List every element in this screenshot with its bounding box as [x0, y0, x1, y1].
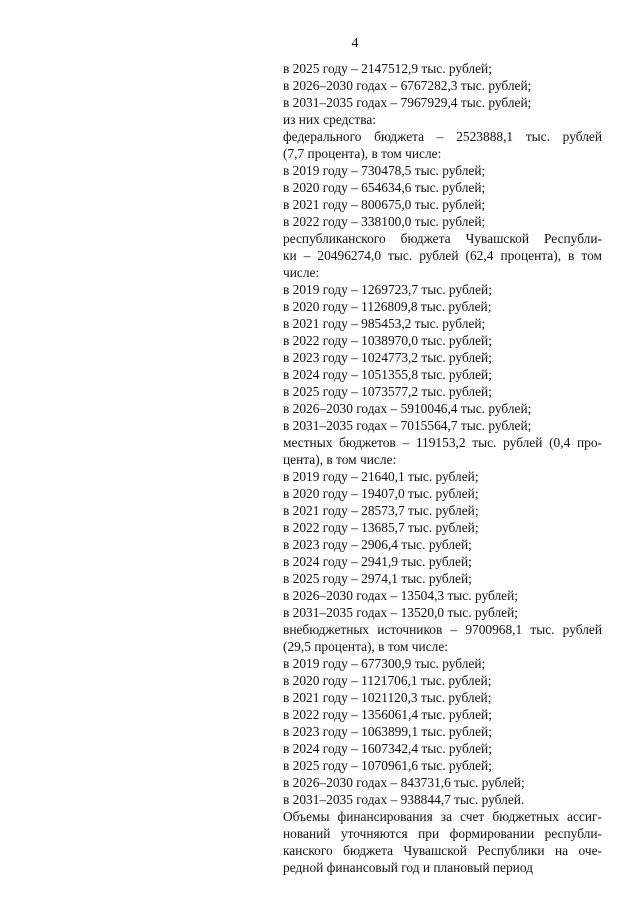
closing-line: канского бюджета Чувашской Республики на оче- [283, 843, 602, 858]
extrabudget-year-line: в 2023 году – 1063899,1 тыс. рублей; [283, 724, 492, 739]
local-year-line: в 2024 году – 2941,9 тыс. рублей; [283, 554, 472, 569]
republic-budget-heading: республиканского бюджета Чувашской Республи- [283, 231, 602, 246]
text-column [283, 60, 602, 876]
republic-year-line: в 2031–2035 годах – 7015564,7 тыс. рублей; [283, 418, 532, 433]
extrabudget-year-line: в 2026–2030 годах – 843731,6 тыс. рублей; [283, 775, 525, 790]
extrabudget-year-line: в 2031–2035 годах – 938844,7 тыс. рублей. [283, 792, 525, 807]
extrabudget-year-line: в 2024 году – 1607342,4 тыс. рублей; [283, 741, 492, 756]
extrabudget-heading: внебюджетных источников – 9700968,1 тыс. рублей [283, 622, 602, 637]
page-number: 4 [351, 36, 359, 51]
republic-year-line: в 2020 году – 1126809,8 тыс. рублей; [283, 299, 492, 314]
republic-year-line: в 2023 году – 1024773,2 тыс. рублей; [283, 350, 492, 365]
extrabudget-year-line: в 2020 году – 1121706,1 тыс. рублей; [283, 673, 492, 688]
extrabudget-year-line: в 2025 году – 1070961,6 тыс. рублей; [283, 758, 492, 773]
text-line: в 2031–2035 годах – 7967929,4 тыс. рублей; [283, 95, 532, 110]
extrabudget-heading-cont: (29,5 процента), в том числе: [283, 639, 448, 654]
extrabudget-year-line: в 2021 году – 1021120,3 тыс. рублей; [283, 690, 492, 705]
republic-year-line: в 2024 году – 1051355,8 тыс. рублей; [283, 367, 492, 382]
republic-year-line: в 2026–2030 годах – 5910046,4 тыс. рублей; [283, 401, 532, 416]
local-budget-heading-cont: цента), в том числе: [283, 452, 397, 467]
local-year-line: в 2021 году – 28573,7 тыс. рублей; [283, 503, 479, 518]
extrabudget-year-line: в 2019 году – 677300,9 тыс. рублей; [283, 656, 486, 671]
federal-budget-block [283, 128, 602, 230]
republic-year-line: в 2021 году – 985453,2 тыс. рублей; [283, 316, 486, 331]
closing-paragraph [283, 808, 602, 876]
local-budget-heading: местных бюджетов – 119153,2 тыс. рублей (0,4 про- [283, 435, 602, 450]
federal-year-line: в 2019 году – 730478,5 тыс. рублей; [283, 163, 486, 178]
text-line: в 2025 году – 2147512,9 тыс. рублей; [283, 61, 492, 76]
republic-year-line: в 2025 году – 1073577,2 тыс. рублей; [283, 384, 492, 399]
republic-budget-heading-cont: ки – 20496274,0 тыс. рублей (62,4 процента), в том [283, 248, 602, 263]
local-budget-block [283, 434, 602, 621]
closing-line: Объемы финансирования за счет бюджетных ассиг- [283, 809, 602, 824]
local-year-line: в 2026–2030 годах – 13504,3 тыс. рублей; [283, 588, 518, 603]
federal-budget-heading: федерального бюджета – 2523888,1 тыс. рублей [283, 129, 602, 144]
extrabudget-block [283, 621, 602, 808]
local-year-line: в 2020 году – 19407,0 тыс. рублей; [283, 486, 479, 501]
text-line: в 2026–2030 годах – 6767282,3 тыс. рублей; [283, 78, 532, 93]
republic-year-line: в 2022 году – 1038970,0 тыс. рублей; [283, 333, 492, 348]
local-year-line: в 2023 году – 2906,4 тыс. рублей; [283, 537, 472, 552]
closing-line: нований уточняются при формировании республи- [283, 826, 602, 841]
closing-line: редной финансовый год и плановый период [283, 860, 533, 875]
republic-budget-block [283, 230, 602, 434]
local-year-line: в 2022 году – 13685,7 тыс. рублей; [283, 520, 479, 535]
local-year-line: в 2025 году – 2974,1 тыс. рублей; [283, 571, 472, 586]
republic-budget-heading-end: числе: [283, 265, 320, 280]
local-year-line: в 2031–2035 годах – 13520,0 тыс. рублей; [283, 605, 518, 620]
federal-year-line: в 2021 году – 800675,0 тыс. рублей; [283, 197, 486, 212]
text-line: из них средства: [283, 112, 377, 127]
republic-year-line: в 2019 году – 1269723,7 тыс. рублей; [283, 282, 492, 297]
federal-budget-heading-cont: (7,7 процента), в том числе: [283, 146, 442, 161]
extrabudget-year-line: в 2022 году – 1356061,4 тыс. рублей; [283, 707, 492, 722]
local-year-line: в 2019 году – 21640,1 тыс. рублей; [283, 469, 479, 484]
federal-year-line: в 2022 году – 338100,0 тыс. рублей; [283, 214, 486, 229]
federal-year-line: в 2020 году – 654634,6 тыс. рублей; [283, 180, 486, 195]
